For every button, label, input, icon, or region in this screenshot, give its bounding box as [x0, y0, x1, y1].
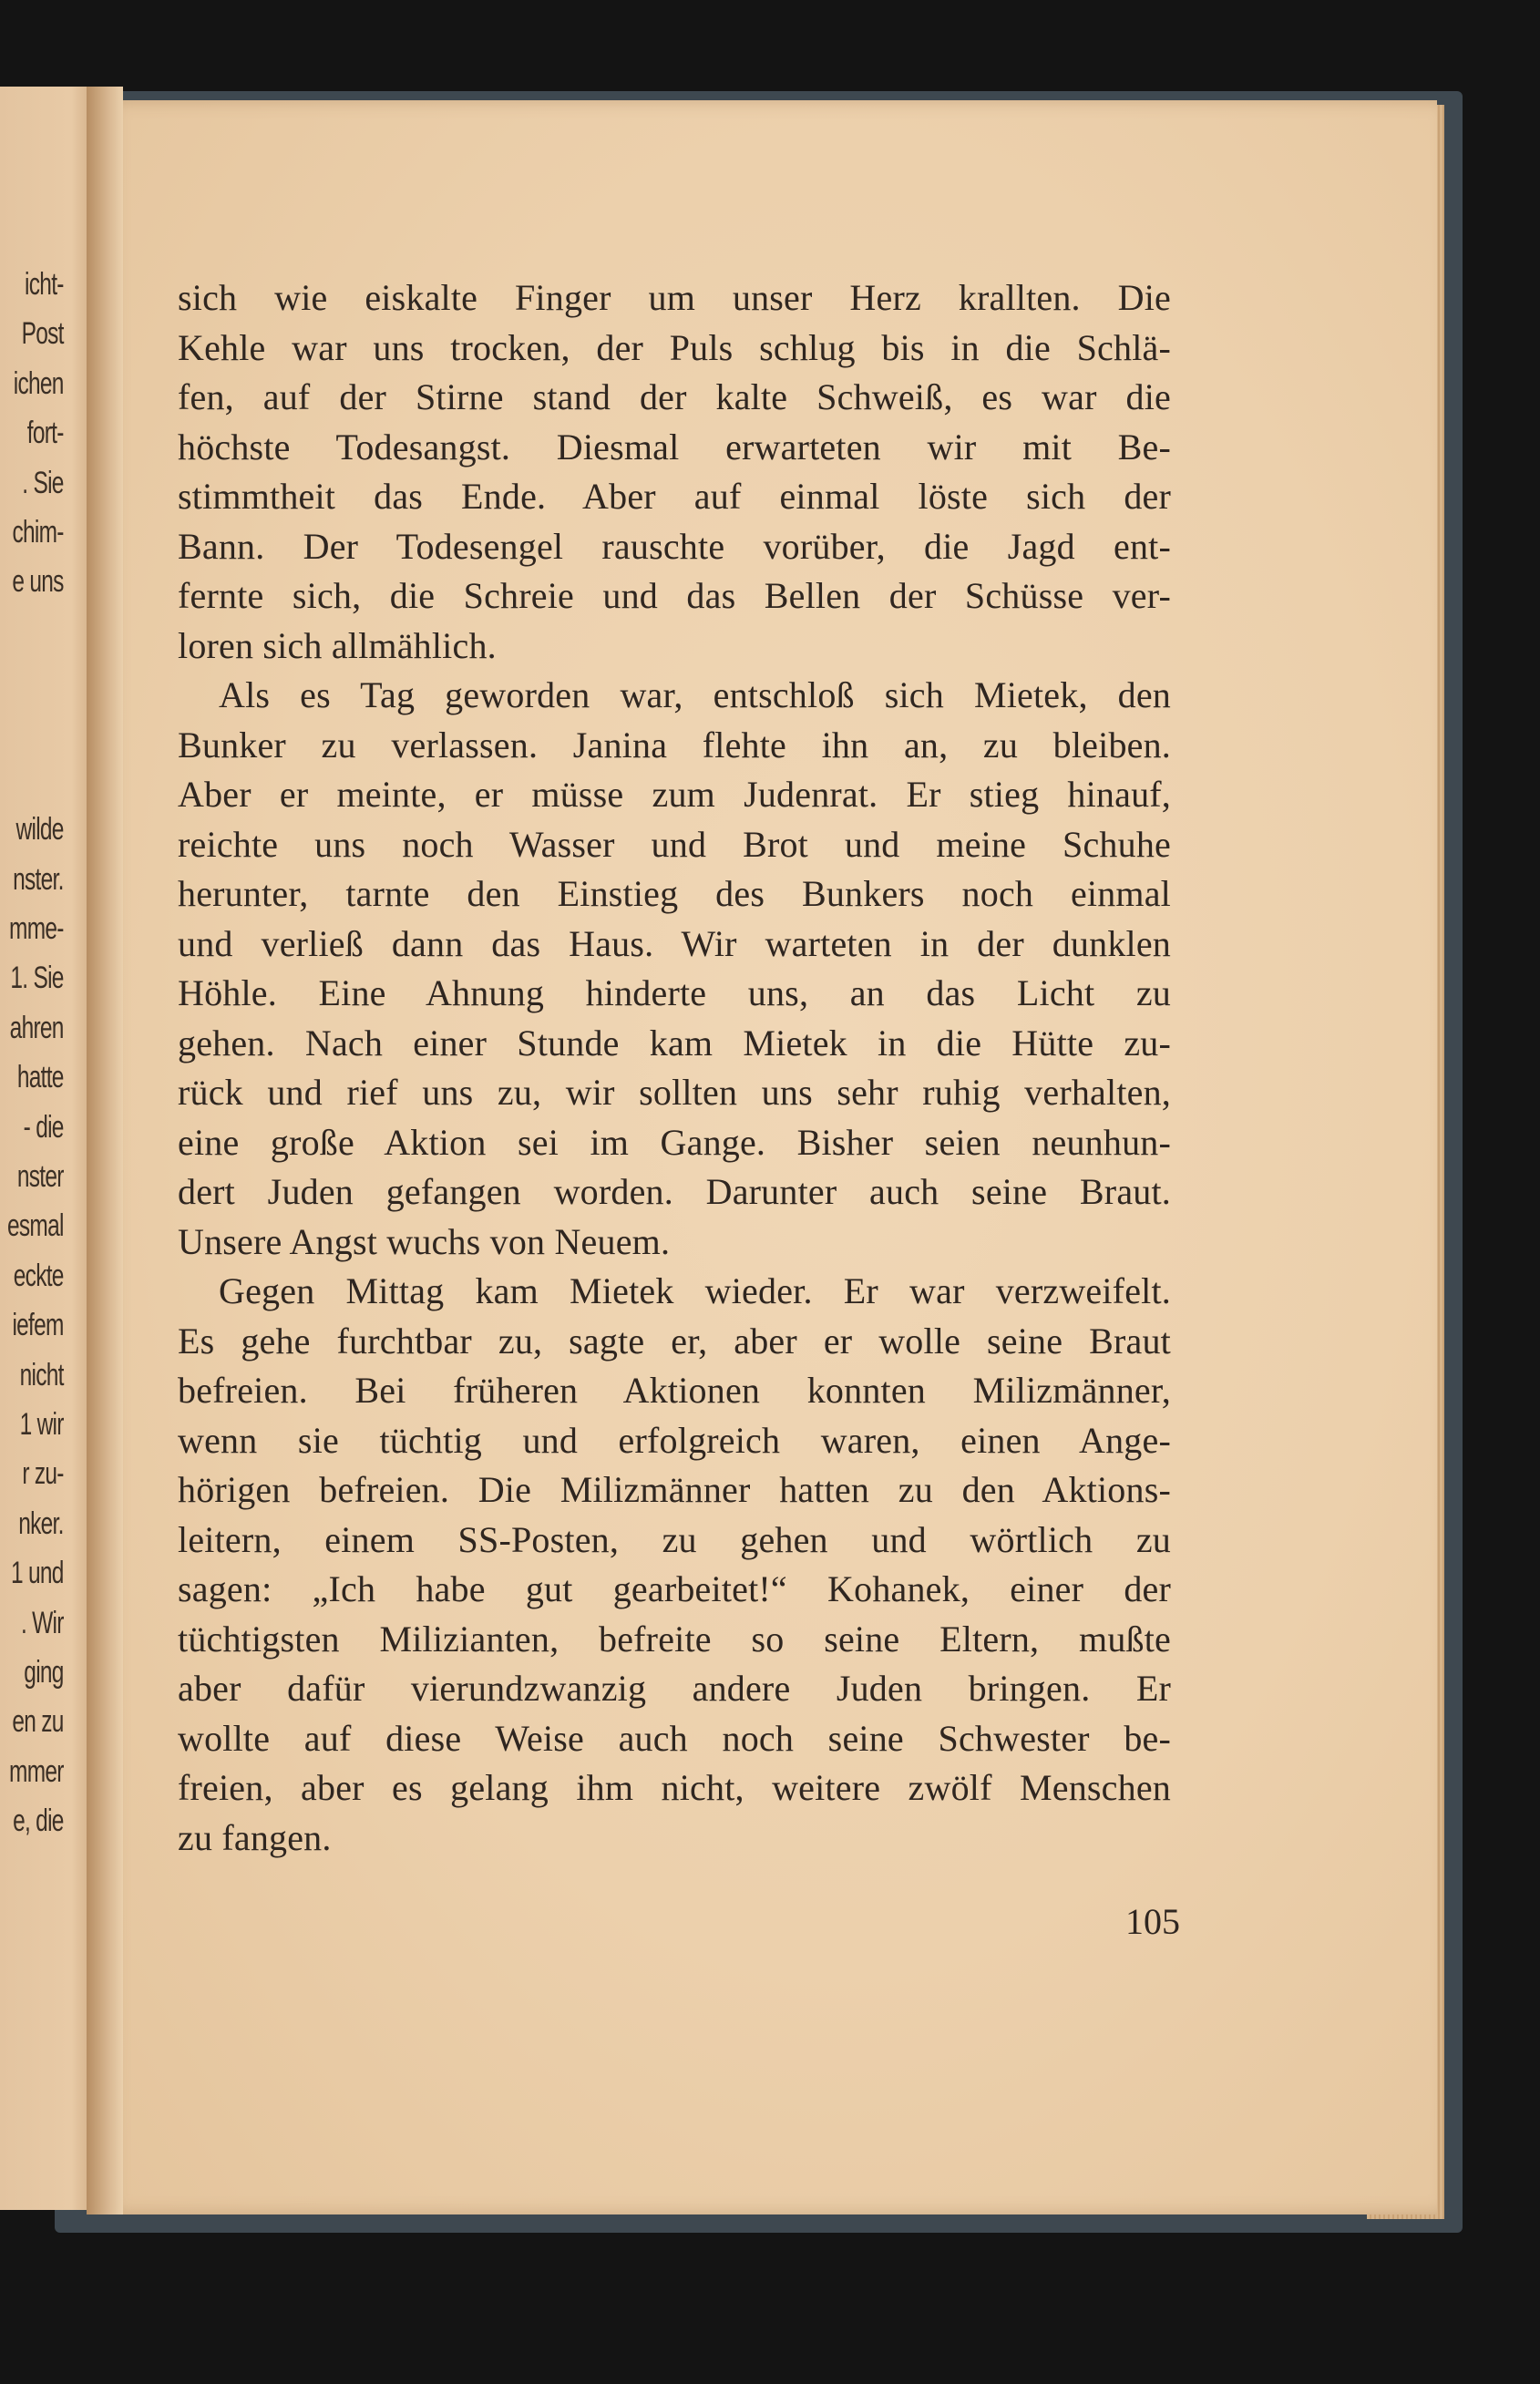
body-text [178, 273, 1171, 1863]
left-fragment: hatte [17, 1060, 64, 1095]
text-line: tüchtigsten Milizianten, befreite so seine Eltern, mußte [178, 1618, 1171, 1660]
text-line: und verließ dann das Haus. Wir warteten in der dunklen [178, 922, 1171, 964]
left-fragment: - die [23, 1109, 64, 1145]
text-line: stimmtheit das Ende. Aber auf einmal löste sich der [178, 476, 1171, 517]
text-line: herunter, tarnte den Einstieg des Bunkers noch einmal [178, 873, 1171, 914]
left-fragment: . Sie [22, 465, 64, 500]
text-line: hörigen befreien. Die Milizmänner hatten zu den Aktions- [178, 1469, 1171, 1510]
text-line: sich wie eiskalte Finger um unser Herz krallten. Die [178, 277, 1171, 318]
text-line: Bann. Der Todesengel rauschte vorüber, die Jagd ent- [178, 525, 1171, 567]
text-line: Unsere Angst wuchs von Neuem. [178, 1220, 671, 1262]
left-fragment: eckte [14, 1258, 65, 1293]
left-fragment: en zu [12, 1704, 64, 1740]
left-fragment: icht- [25, 267, 64, 302]
text-line: höchste Todesangst. Diesmal erwarteten wir mit Be- [178, 426, 1171, 468]
left-fragment: wilde [15, 812, 64, 848]
text-line: rück und rief uns zu, wir sollten uns sehr ruhig verhalten, [178, 1072, 1171, 1113]
text-line: Bunker zu verlassen. Janina flehte ihn an, zu bleiben. [178, 724, 1171, 766]
text-line: fernte sich, die Schreie und das Bellen der Schüsse ver- [178, 575, 1171, 616]
left-fragment: mme- [9, 911, 64, 947]
text-line: reichte uns noch Wasser und Brot und meine Schuhe [178, 823, 1171, 865]
left-fragment: iefem [12, 1308, 64, 1343]
text-line: zu fangen. [178, 1816, 332, 1858]
left-fragment: fort- [27, 416, 64, 451]
text-line: Aber er meinte, er müsse zum Judenrat. Er stieg hinauf, [178, 774, 1171, 815]
left-page-fragments [0, 260, 64, 1846]
text-line: dert Juden gefangen worden. Darunter auch seine Braut. [178, 1171, 1171, 1212]
left-fragment: ahren [9, 1010, 64, 1045]
left-fragment [7, 656, 64, 705]
text-line: eine große Aktion sei im Gange. Bisher seien neunhun- [178, 1121, 1171, 1163]
text-line: wollte auf diese Weise auch noch seine Schwester be- [178, 1717, 1171, 1759]
left-fragment: r zu- [22, 1456, 64, 1492]
text-line: Es gehe furchtbar zu, sagte er, aber er wolle seine Braut [178, 1320, 1171, 1362]
text-line: aber dafür vierundzwanzig andere Juden bringen. Er [178, 1668, 1171, 1709]
left-fragment: 1 wir [19, 1406, 64, 1442]
left-fragment [7, 607, 64, 656]
left-fragment: 1. Sie [10, 961, 65, 996]
page-number: 105 [1125, 1901, 1180, 1942]
left-fragment: e, die [13, 1803, 65, 1839]
text-line: leitern, einem SS-Posten, zu gehen und wörtlich zu [178, 1518, 1171, 1560]
text-line: loren sich allmählich. [178, 624, 497, 666]
left-fragment: nker. [18, 1505, 64, 1541]
text-line: gehen. Nach einer Stunde kam Mietek in die Hütte zu- [178, 1022, 1171, 1064]
left-fragment: 1 und [11, 1556, 64, 1591]
left-fragment: ichen [14, 365, 64, 401]
left-fragment: mmer [9, 1753, 64, 1789]
left-fragment: chim- [12, 514, 65, 550]
left-fragment: nster. [13, 861, 64, 897]
left-fragment [7, 755, 64, 805]
left-fragment: . Wir [21, 1605, 64, 1640]
text-line: Höhle. Eine Ahnung hinderte uns, an das Licht zu [178, 972, 1171, 1013]
text-line: freien, aber es gelang ihm nicht, weitere zwölf Menschen [178, 1767, 1171, 1808]
text-line: wenn sie tüchtig und erfolgreich waren, einen Ange- [178, 1419, 1171, 1461]
text-line: fen, auf der Stirne stand der kalte Schweiß, es war die [178, 376, 1171, 417]
left-fragment [7, 706, 64, 755]
left-fragment: e uns [12, 564, 64, 600]
text-line: Gegen Mittag kam Mietek wieder. Er war verzweifelt. [219, 1270, 1171, 1311]
left-fragment: ging [24, 1654, 64, 1690]
text-line: befreien. Bei früheren Aktionen konnten Milizmänner, [178, 1370, 1171, 1411]
left-fragment: nicht [19, 1357, 64, 1392]
left-fragment: Post [21, 316, 64, 352]
text-line: sagen: „Ich habe gut gearbeitet!“ Kohanek, einer der [178, 1568, 1171, 1609]
page-gutter [87, 87, 123, 2214]
text-line: Als es Tag geworden war, entschloß sich Mietek, den [219, 674, 1171, 715]
text-line: Kehle war uns trocken, der Puls schlug bis in die Schlä- [178, 326, 1171, 368]
left-fragment: nster [17, 1159, 64, 1195]
left-fragment: esmal [7, 1208, 64, 1244]
